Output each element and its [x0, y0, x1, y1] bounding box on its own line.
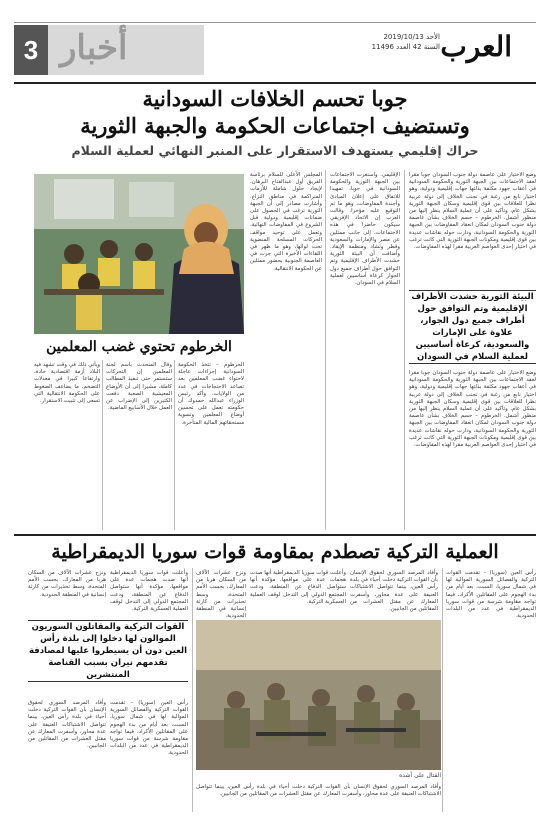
second-column-2: وأفاد المرصد السوري لحقوق الإنسان بأن القوات التركية دخلت أحياء في بلدة رأس العين، بينما تتواصل الاشتباكات العنيفة على عدة محاور، وأسفرت المعارك عن مقتل العشرات من المقاتلين من الجانبين.	[350, 570, 438, 613]
second-column-3: وأعلنت قوات سوريا الديمقراطية أنها صدت هجمات عدة على مواقعها، مؤكدة أنها ستواصل الدفاع عن المنطقة، ودعت المجتمع الدولي إلى التدخل لوقف العملية العسكرية التركية.	[250, 570, 346, 605]
issue-info	[350, 32, 440, 52]
issue-line: السنة 42 العدد 11496	[371, 43, 440, 51]
column-divider	[442, 568, 443, 812]
page-number: 3	[14, 25, 48, 75]
second-column-5: وأعلنت قوات سوريا الديمقراطية أنها صدت هجمات عدة على مواقعها، مؤكدة أنها ستواصل الدفاع عن المنطقة، ودعت المجتمع الدولي إلى التدخل لوقف العملية العسكرية التركية.	[110, 570, 188, 613]
lead-headline-line2: وتستضيف اجتماعات الحكومة والجبهة الثورية	[80, 113, 470, 138]
sub-article-column-2: وقال المتحدث باسم لجنة المعلمين إن التحركات ستستمر حتى تنفيذ المطالب كاملة، مشيرا إلى أن الأوضاع المعيشية الصعبة دفعت الكثيرين إلى الإضراب عن العمل خلال الأسابيع الماضية.	[106, 362, 172, 412]
lead-column-1: وضع الاختيار على عاصمة دولة جنوب السودان جوبا مقرا لعقد الاجتماعات بين الجبهة الثورية والحكومة السودانية في أعقاب جهود مكثفة بذلتها جهات إقليمية ودولية، وهو اختيار نابع من رغبة في تجنب الخلاف إلى دولة عربية نظرا للعلاقات بين قوى إقليمية وسكان الجبهة الثورية بشكل عام، وتأكيد على أن عملية السلام ينظر إليها من منظور أشمل. الخرطوم – حسم الخلاف بشأن عاصمة دولة جنوب السودان لمكان انعقاد المفاوضات بين الجبهة الثورية والحكومة السودانية، ودارت حوله نقاشات عديدة بين قوى إقليمية ومكونات الجبهة الثورية التي كانت ترغب في اختيار إحدى العواصم العربية مقرا لهذه المفاوضات.	[409, 172, 536, 251]
column-divider	[404, 170, 405, 530]
lead-subheadline: حراك إقليمي يستهدف الاستقرار على المنبر النهائي لعملية السلام	[71, 143, 479, 158]
photo-caption-headline: الخرطوم تحتوي غضب المعلمين	[46, 339, 232, 355]
second-headline: العملية التركية تصطدم بمقاومة قوات سوريا الديمقراطية	[51, 541, 499, 563]
date-line: الأحد 2019/10/13	[383, 33, 440, 41]
second-column-5b: رأس العين (سوريا) – تقدمت القوات التركية والفصائل السورية الموالية لها في شمال سوريا، السبت، بعد أيام من بدء الهجوم على المقاتلين الأكراد، فيما تواجه مقاومة شرسة من قوات سوريا الديمقراطية في عدد من البلدات الحدودية.	[110, 700, 188, 757]
soldiers-photo	[196, 620, 441, 770]
lead-column-2: الإقليمي. واستعرت الاجتماعات بين الجبهة الثورية والحكومة السودانية في جوبا، تمهيدا للاتفاق على إعلان المبادئ وأجندة المفاوضات، وهو ما تم التوقيع عليه مؤخرا. وقالت العرب إن الاتحاد الإفريقي سيكون حاضرا في هذه الاجتماعات، إلى جانب ممثلين عن مصر والإمارات والسعودية وقطر وتشاد ومنظمة الإيقاد. وأضافت أن البيئة الثورية حشدت الأطراف الإقليمية وتم التوافق حول أطراف جميع دول الجوار كرعاة أساسيين لعملية السلام في السودان.	[330, 172, 400, 287]
photo-caption: القتال على أشده	[399, 772, 441, 779]
top-rule	[14, 22, 536, 23]
article-separator	[14, 534, 536, 536]
column-divider	[325, 170, 326, 530]
header-rule	[14, 82, 536, 84]
lead-column-3: المجلس الأعلى للسلام برئاسة الفريق أول عبدالفتاح البرهان، لإيجاد حلول شاملة للأزمات المتراكمة في مناطق النزاع. وأشارت مصادر إلى أن الجبهة الثورية ترغب في الحصول على ضمانات إقليمية ودولية قبل الشروع في المفاوضات النهائية، وتعمل على توحيد مواقف الحركات المسلحة المنضوية تحت لوائها، وهو ما ظهر في اللقاءات الأخيرة التي جرت في العاصمة الجنوبية بحضور ممثلين عن الحكومة الانتقالية.	[250, 172, 322, 272]
photo-illustration	[196, 620, 441, 770]
column-divider	[192, 568, 193, 812]
second-column-4: ونزح عشرات الآلاف من السكان هربا من المعارك، بحسب الأمم المتحدة، وسط تحذيرات من كارثة إنسانية في المنطقة الحدودية.	[196, 570, 246, 620]
second-pull-quote: القوات التركية والمقاتلون السوريون الموالون لها دخلوا إلى بلدة رأس العين دون أن يسيطروا عليها لمصادفة تقدمهم نيران بسبب القناصة المنتشرين	[28, 622, 188, 680]
column-divider	[174, 360, 175, 530]
lead-headline-line1: جوبا تحسم الخلافات السودانية	[142, 86, 408, 111]
newspaper-logo: العرب	[440, 30, 512, 63]
photo-illustration	[34, 174, 244, 334]
section-name: أخبار	[60, 28, 128, 68]
column-divider	[102, 360, 103, 530]
lead-pull-quote: البيئة الثورية حشدت الأطراف الإقليمية وتم التوافق حول أطراف جميع دول الجوار، علاوة على الإمارات والسعودية، كرعاة أساسيين لعملية السلام في السودان	[409, 290, 536, 364]
second-column-6: ونزح عشرات الآلاف من السكان هربا من المعارك، بحسب الأمم المتحدة، وسط تحذيرات من كارثة إنسانية في المنطقة الحدودية.	[28, 570, 106, 598]
teacher-classroom-photo	[34, 174, 244, 334]
second-column-2b: وأفاد المرصد السوري لحقوق الإنسان بأن القوات التركية دخلت أحياء في بلدة رأس العين، بينما تتواصل الاشتباكات العنيفة على عدة محاور، وأسفرت المعارك عن مقتل العشرات من المقاتلين من الجانبين.	[196, 784, 441, 798]
second-column-6b: وأفاد المرصد السوري لحقوق الإنسان بأن القوات التركية دخلت أحياء في بلدة رأس العين، بينما تتواصل الاشتباكات العنيفة على عدة محاور، وأسفرت المعارك عن مقتل العشرات من المقاتلين من الجانبين.	[28, 700, 106, 750]
sub-article-column-3: ويأتي ذلك في وقت تشهد فيه البلاد أزمة اقتصادية حادة، وارتفاعا كبيرا في معدلات التضخم، ما يضاعف الضغوط على الحكومة الانتقالية التي تسعى إلى تثبيت الاستقرار.	[34, 362, 100, 405]
second-column-1: رأس العين (سوريا) – تقدمت القوات التركية والفصائل السورية الموالية لها في شمال سوريا، السبت، بعد أيام من بدء الهجوم على المقاتلين الأكراد، فيما تواجه مقاومة شرسة من قوات سوريا الديمقراطية في عدد من البلدات الحدودية.	[446, 570, 536, 620]
lead-column-1b: وضع الاختيار على عاصمة دولة جنوب السودان جوبا مقرا لعقد الاجتماعات بين الجبهة الثورية والحكومة السودانية في أعقاب جهود مكثفة بذلتها جهات إقليمية ودولية، وهو اختيار نابع من رغبة في تجنب الخلاف إلى دولة عربية نظرا للعلاقات بين قوى إقليمية وسكان الجبهة الثورية بشكل عام، وتأكيد على أن عملية السلام ينظر إليها من منظور أشمل. الخرطوم – حسم الخلاف بشأن عاصمة دولة جنوب السودان لمكان انعقاد المفاوضات بين الجبهة الثورية والحكومة السودانية، ودارت حوله نقاشات عديدة بين قوى إقليمية ومكونات الجبهة الثورية التي كانت ترغب في اختيار إحدى العواصم العربية مقرا لهذه المفاوضات.	[409, 370, 536, 449]
sub-article-column-1: الخرطوم – تتخذ الحكومة السودانية إجراءات عاجلة لاحتواء غضب المعلمين بعد تصاعد الاحتجاجات في عدد من الولايات، وأكد رئيس الوزراء عبدالله حمدوك أن حكومته تعمل على تحسين أوضاع المعلمين وتسوية مستحقاتهم المالية المتأخرة.	[178, 362, 244, 426]
